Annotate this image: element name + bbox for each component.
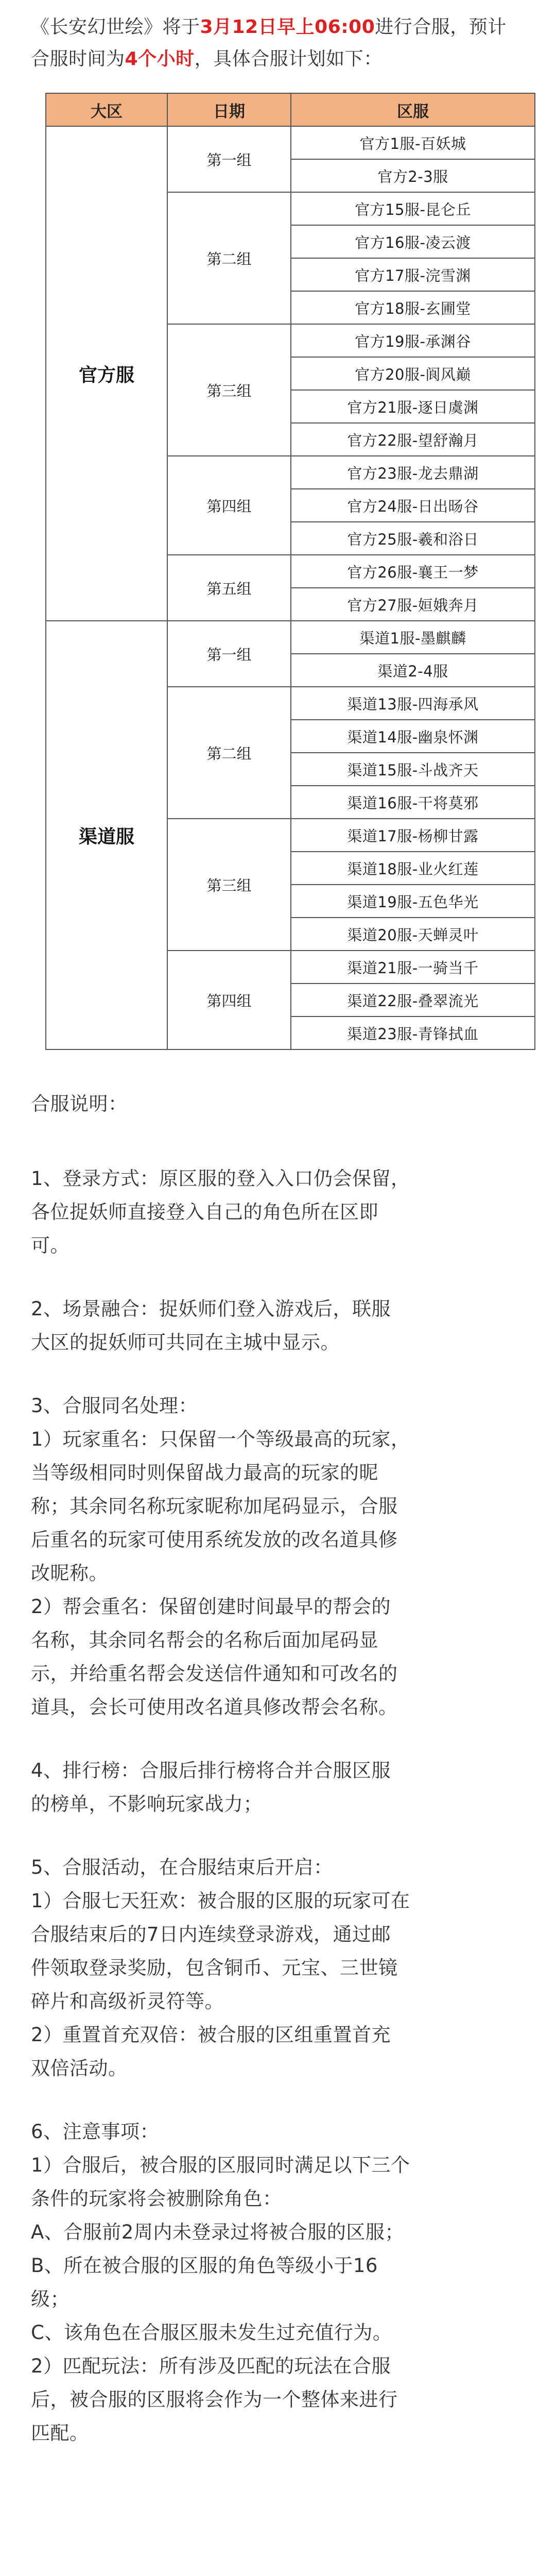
notes-line: 碎片和高级祈灵符等。 xyxy=(31,1990,224,2012)
table-body xyxy=(46,126,535,1049)
group-cell: 第四组 xyxy=(167,951,291,1049)
server-cell: 官方22服-望舒瀚月 xyxy=(291,423,535,456)
server-cell: 官方25服-羲和浴日 xyxy=(291,522,535,555)
server-cell: 官方27服-姮娥奔月 xyxy=(291,588,535,621)
notes-line: 改昵称。 xyxy=(31,1562,108,1584)
notes-section xyxy=(31,2115,525,2450)
notes-heading: 合服说明： xyxy=(31,1093,128,1115)
notes-line: 名称，其余同名帮会的名称后面加尾码显 xyxy=(31,1629,378,1651)
notes-line: 2）帮会重名：保留创建时间最早的帮会的 xyxy=(31,1596,391,1618)
notes-section xyxy=(31,1292,525,1359)
intro-text-1: 将于 xyxy=(162,16,200,38)
notes-line: C、该角色在合服区服未发生过充值行为。 xyxy=(31,2321,392,2344)
merge-duration: 4个小时 xyxy=(125,48,195,70)
notes-line: 2）匹配玩法：所有涉及匹配的玩法在合服 xyxy=(31,2355,391,2377)
server-cell: 官方20服-阆风巅 xyxy=(291,357,535,390)
notes-line: 5、合服活动，在合服结束后开启： xyxy=(31,1856,333,1878)
section-spacer xyxy=(31,1359,525,1389)
notes-line: A、合服前2周内未登录过将被合服的区服； xyxy=(31,2221,404,2243)
notes-line: 道具，会长可使用改名道具修改帮会名称。 xyxy=(31,1696,398,1718)
server-cell: 官方21服-逐日虞渊 xyxy=(291,390,535,423)
server-cell: 渠道22服-叠翠流光 xyxy=(291,984,535,1016)
notes-line: 条件的玩家将会被删除角色： xyxy=(31,2188,282,2210)
server-cell: 渠道15服-斗战齐天 xyxy=(291,753,535,786)
server-cell: 官方18服-玄圃堂 xyxy=(291,291,535,324)
notes-section xyxy=(31,1389,525,1724)
group-cell: 第二组 xyxy=(167,192,291,324)
group-cell: 第四组 xyxy=(167,456,291,555)
table-header-row xyxy=(46,93,535,126)
server-cell: 渠道18服-业火红莲 xyxy=(291,852,535,885)
merge-notes xyxy=(31,1087,525,2450)
region-cell: 官方服 xyxy=(46,126,167,621)
game-name: 《长安幻世绘》 xyxy=(31,16,163,38)
notes-line: 3、合服同名处理： xyxy=(31,1395,198,1417)
merge-plan-table xyxy=(45,93,535,1050)
notes-line: 双倍活动。 xyxy=(31,2057,128,2079)
section-spacer xyxy=(31,1724,525,1754)
notes-line: 大区的捉妖师可共同在主城中显示。 xyxy=(31,1331,340,1353)
notes-line: 1）玩家重名：只保留一个等级最高的玩家， xyxy=(31,1428,410,1450)
merge-date-time: 3月12日早上06:00 xyxy=(200,16,375,38)
notes-line: 合服结束后的7日内连续登录游戏，通过邮 xyxy=(31,1923,391,1945)
server-cell: 渠道17服-杨柳甘露 xyxy=(291,819,535,852)
notes-line: 1、登录方式：原区服的登入入口仍会保留， xyxy=(31,1167,410,1190)
notes-line: 1）合服后，被合服的区服同时满足以下三个 xyxy=(31,2154,410,2176)
server-cell: 渠道20服-天蝉灵叶 xyxy=(291,918,535,951)
server-cell: 官方17服-浣雪渊 xyxy=(291,258,535,291)
group-cell: 第二组 xyxy=(167,687,291,819)
server-cell: 官方26服-襄王一梦 xyxy=(291,555,535,588)
server-cell: 官方16服-凌云渡 xyxy=(291,225,535,258)
region-cell: 渠道服 xyxy=(46,621,167,1049)
server-cell: 官方15服-昆仑丘 xyxy=(291,192,535,225)
notes-line: 6、注意事项： xyxy=(31,2121,160,2143)
notes-line: 件领取登录奖励，包含铜币、元宝、三世镜 xyxy=(31,1957,398,1979)
server-cell: 官方2-3服 xyxy=(291,159,535,192)
notes-line: 可。 xyxy=(31,1234,70,1257)
notes-line: 称；其余同名称玩家昵称加尾码显示，合服 xyxy=(31,1495,398,1517)
header-region: 大区 xyxy=(46,93,167,126)
section-spacer xyxy=(31,1262,525,1292)
server-cell: 渠道23服-青锋拭血 xyxy=(291,1016,535,1049)
notes-line: 当等级相同时则保留战力最高的玩家的昵 xyxy=(31,1462,378,1484)
group-cell: 第一组 xyxy=(167,126,291,192)
server-cell: 渠道21服-一骑当千 xyxy=(291,951,535,984)
notes-line: 示，并给重名帮会发送信件通知和可改名的 xyxy=(31,1663,398,1685)
notes-line: 后重名的玩家可使用系统发放的改名道具修 xyxy=(31,1529,398,1551)
notes-line: 各位捉妖师直接登入自己的角色所在区即 xyxy=(31,1201,378,1223)
table-row xyxy=(46,126,535,159)
intro-paragraph xyxy=(31,11,525,75)
notes-line: 后，被合服的区服将会作为一个整体来进行 xyxy=(31,2388,398,2411)
group-cell: 第三组 xyxy=(167,819,291,951)
notes-section xyxy=(31,1162,525,1262)
server-cell: 官方23服-龙去鼎湖 xyxy=(291,456,535,489)
server-cell: 渠道19服-五色华光 xyxy=(291,885,535,918)
notes-section xyxy=(31,1851,525,2085)
notes-line: 匹配。 xyxy=(31,2422,89,2444)
intro-text-2: 进行合服，预计合服时间为 xyxy=(31,16,507,70)
server-cell: 渠道2-4服 xyxy=(291,654,535,687)
notes-line: 的榜单，不影响玩家战力； xyxy=(31,1793,263,1815)
server-cell: 渠道1服-墨麒麟 xyxy=(291,621,535,654)
merge-plan-table-wrapper xyxy=(45,93,534,1050)
server-cell: 渠道13服-四海承风 xyxy=(291,687,535,720)
notes-line: 4、排行榜：合服后排行榜将合并合服区服 xyxy=(31,1759,391,1782)
server-cell: 渠道16服-干将莫邪 xyxy=(291,786,535,819)
table-row xyxy=(46,621,535,654)
group-cell: 第三组 xyxy=(167,324,291,456)
header-date: 日期 xyxy=(167,93,291,126)
notes-line: 级； xyxy=(31,2288,70,2310)
server-cell: 官方19服-承渊谷 xyxy=(291,324,535,357)
notes-line: B、所在被合服的区服的角色等级小于16 xyxy=(31,2255,378,2277)
header-server: 区服 xyxy=(291,93,535,126)
section-spacer xyxy=(31,1821,525,1851)
server-cell: 官方1服-百妖城 xyxy=(291,126,535,159)
notes-line: 2）重置首充双倍：被合服的区组重置首充 xyxy=(31,2024,391,2046)
group-cell: 第五组 xyxy=(167,555,291,621)
group-cell: 第一组 xyxy=(167,621,291,687)
server-cell: 官方24服-日出旸谷 xyxy=(291,489,535,522)
notes-line: 1）合服七天狂欢：被合服的区服的玩家可在 xyxy=(31,1890,410,1912)
server-cell: 渠道14服-幽泉怀渊 xyxy=(291,720,535,753)
notes-line: 2、场景融合：捉妖师们登入游戏后，联服 xyxy=(31,1298,391,1320)
notes-section xyxy=(31,1754,525,1821)
intro-text-3: ，具体合服计划如下： xyxy=(194,48,383,70)
section-spacer xyxy=(31,2085,525,2115)
